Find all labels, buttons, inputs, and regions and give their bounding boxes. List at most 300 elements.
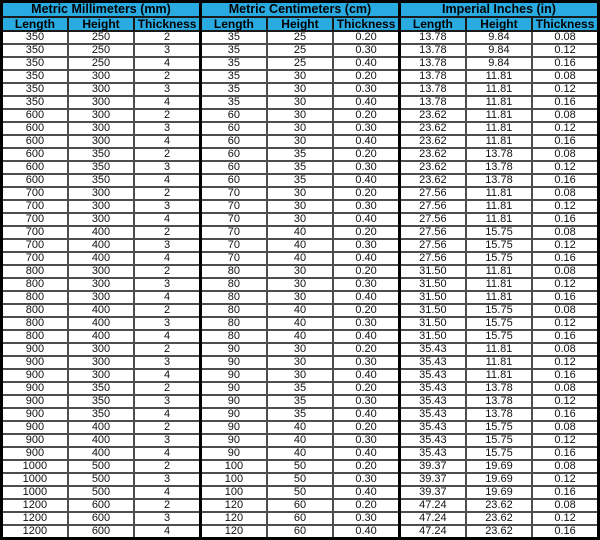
cell-in-thickness: 0.08 xyxy=(532,148,598,161)
table-row xyxy=(2,161,599,174)
cell-mm-thickness: 4 xyxy=(134,57,200,70)
cell-cm-height: 25 xyxy=(267,31,333,44)
cell-in-height: 11.81 xyxy=(466,187,532,200)
cell-mm-thickness: 2 xyxy=(134,226,200,239)
cell-in-thickness: 0.16 xyxy=(532,291,598,304)
cell-cm-height: 30 xyxy=(267,200,333,213)
table-row xyxy=(2,408,599,421)
col-header-in-height: Height xyxy=(466,17,532,31)
cell-in-thickness: 0.08 xyxy=(532,109,598,122)
cell-in-thickness: 0.08 xyxy=(532,70,598,83)
cell-in-thickness: 0.12 xyxy=(532,434,598,447)
cell-in-length: 31.50 xyxy=(399,330,465,343)
column-header-row xyxy=(2,17,599,31)
cell-mm-thickness: 3 xyxy=(134,317,200,330)
cell-mm-thickness: 4 xyxy=(134,213,200,226)
cell-in-length: 23.62 xyxy=(399,109,465,122)
cell-in-height: 13.78 xyxy=(466,174,532,187)
cell-in-height: 11.81 xyxy=(466,265,532,278)
cell-cm-length: 60 xyxy=(200,148,266,161)
cell-in-length: 23.62 xyxy=(399,122,465,135)
table-row xyxy=(2,460,599,473)
cell-in-thickness: 0.16 xyxy=(532,135,598,148)
cell-cm-length: 80 xyxy=(200,304,266,317)
cell-mm-height: 350 xyxy=(68,174,134,187)
cell-in-height: 11.81 xyxy=(466,278,532,291)
cell-mm-thickness: 3 xyxy=(134,512,200,525)
cell-mm-length: 600 xyxy=(2,109,68,122)
cell-mm-length: 800 xyxy=(2,304,68,317)
table-header xyxy=(2,2,599,31)
cell-in-thickness: 0.12 xyxy=(532,278,598,291)
cell-mm-thickness: 4 xyxy=(134,252,200,265)
table-row xyxy=(2,109,599,122)
cell-cm-length: 70 xyxy=(200,226,266,239)
cell-cm-thickness: 0.40 xyxy=(333,369,399,382)
cell-cm-length: 35 xyxy=(200,83,266,96)
cell-mm-height: 400 xyxy=(68,226,134,239)
cell-mm-height: 600 xyxy=(68,512,134,525)
cell-cm-length: 120 xyxy=(200,525,266,539)
cell-cm-length: 80 xyxy=(200,330,266,343)
cell-cm-length: 70 xyxy=(200,252,266,265)
cell-cm-thickness: 0.30 xyxy=(333,200,399,213)
cell-in-height: 13.78 xyxy=(466,148,532,161)
table-row xyxy=(2,174,599,187)
cell-in-length: 47.24 xyxy=(399,512,465,525)
cell-cm-thickness: 0.30 xyxy=(333,122,399,135)
cell-cm-length: 80 xyxy=(200,291,266,304)
cell-in-thickness: 0.08 xyxy=(532,304,598,317)
cell-mm-length: 900 xyxy=(2,434,68,447)
cell-mm-length: 700 xyxy=(2,239,68,252)
cell-mm-length: 600 xyxy=(2,135,68,148)
cell-mm-thickness: 2 xyxy=(134,499,200,512)
cell-in-thickness: 0.08 xyxy=(532,187,598,200)
cell-in-thickness: 0.16 xyxy=(532,96,598,109)
cell-mm-length: 900 xyxy=(2,395,68,408)
cell-in-length: 35.43 xyxy=(399,408,465,421)
cell-cm-thickness: 0.40 xyxy=(333,408,399,421)
cell-in-height: 19.69 xyxy=(466,460,532,473)
cell-in-height: 11.81 xyxy=(466,135,532,148)
cell-mm-height: 350 xyxy=(68,395,134,408)
section-header-mm: Metric Millimeters (mm) xyxy=(2,2,201,17)
cell-cm-thickness: 0.40 xyxy=(333,447,399,460)
table-row xyxy=(2,135,599,148)
cell-mm-length: 800 xyxy=(2,317,68,330)
cell-in-thickness: 0.12 xyxy=(532,200,598,213)
cell-in-length: 47.24 xyxy=(399,525,465,539)
cell-mm-height: 400 xyxy=(68,434,134,447)
cell-cm-thickness: 0.40 xyxy=(333,213,399,226)
cell-in-length: 39.37 xyxy=(399,460,465,473)
cell-cm-thickness: 0.30 xyxy=(333,434,399,447)
cell-cm-thickness: 0.20 xyxy=(333,187,399,200)
table-body xyxy=(2,31,599,539)
cell-in-length: 35.43 xyxy=(399,447,465,460)
cell-cm-thickness: 0.30 xyxy=(333,512,399,525)
table-row xyxy=(2,382,599,395)
cell-in-thickness: 0.12 xyxy=(532,83,598,96)
cell-mm-length: 900 xyxy=(2,447,68,460)
cell-cm-thickness: 0.30 xyxy=(333,83,399,96)
col-header-cm-length: Length xyxy=(200,17,266,31)
cell-in-thickness: 0.12 xyxy=(532,317,598,330)
table-row xyxy=(2,226,599,239)
cell-mm-length: 900 xyxy=(2,421,68,434)
cell-cm-thickness: 0.30 xyxy=(333,395,399,408)
cell-in-length: 35.43 xyxy=(399,434,465,447)
cell-in-length: 27.56 xyxy=(399,213,465,226)
table-row xyxy=(2,369,599,382)
cell-in-thickness: 0.16 xyxy=(532,213,598,226)
cell-cm-height: 40 xyxy=(267,434,333,447)
cell-cm-height: 40 xyxy=(267,226,333,239)
cell-mm-length: 350 xyxy=(2,96,68,109)
cell-in-thickness: 0.08 xyxy=(532,226,598,239)
cell-in-length: 27.56 xyxy=(399,187,465,200)
cell-mm-length: 700 xyxy=(2,213,68,226)
cell-cm-thickness: 0.40 xyxy=(333,525,399,539)
table-row xyxy=(2,44,599,57)
cell-cm-thickness: 0.30 xyxy=(333,278,399,291)
cell-in-height: 9.84 xyxy=(466,57,532,70)
cell-cm-length: 120 xyxy=(200,499,266,512)
section-header-in: Imperial Inches (in) xyxy=(399,2,598,17)
cell-in-length: 39.37 xyxy=(399,473,465,486)
cell-cm-thickness: 0.40 xyxy=(333,96,399,109)
cell-mm-length: 700 xyxy=(2,252,68,265)
cell-in-thickness: 0.12 xyxy=(532,161,598,174)
cell-mm-length: 1200 xyxy=(2,525,68,539)
table-row xyxy=(2,395,599,408)
cell-mm-length: 800 xyxy=(2,291,68,304)
cell-cm-height: 30 xyxy=(267,70,333,83)
cell-mm-height: 300 xyxy=(68,187,134,200)
cell-cm-height: 50 xyxy=(267,473,333,486)
table-row xyxy=(2,317,599,330)
cell-in-height: 23.62 xyxy=(466,499,532,512)
cell-cm-height: 50 xyxy=(267,460,333,473)
cell-in-thickness: 0.12 xyxy=(532,395,598,408)
cell-mm-thickness: 2 xyxy=(134,187,200,200)
cell-in-height: 15.75 xyxy=(466,239,532,252)
cell-mm-height: 300 xyxy=(68,356,134,369)
cell-cm-thickness: 0.20 xyxy=(333,31,399,44)
col-header-mm-height: Height xyxy=(68,17,134,31)
cell-in-height: 11.81 xyxy=(466,213,532,226)
cell-mm-thickness: 4 xyxy=(134,447,200,460)
cell-in-thickness: 0.16 xyxy=(532,330,598,343)
cell-in-length: 27.56 xyxy=(399,239,465,252)
cell-in-length: 31.50 xyxy=(399,278,465,291)
cell-in-height: 11.81 xyxy=(466,369,532,382)
cell-cm-height: 30 xyxy=(267,213,333,226)
cell-in-length: 35.43 xyxy=(399,382,465,395)
cell-cm-thickness: 0.40 xyxy=(333,252,399,265)
cell-cm-height: 40 xyxy=(267,317,333,330)
cell-mm-height: 400 xyxy=(68,317,134,330)
cell-mm-length: 900 xyxy=(2,408,68,421)
cell-cm-thickness: 0.20 xyxy=(333,343,399,356)
table-row xyxy=(2,525,599,539)
table-row xyxy=(2,70,599,83)
cell-cm-height: 35 xyxy=(267,408,333,421)
col-header-mm-length: Length xyxy=(2,17,68,31)
cell-in-thickness: 0.08 xyxy=(532,31,598,44)
cell-in-length: 13.78 xyxy=(399,44,465,57)
cell-mm-length: 350 xyxy=(2,31,68,44)
cell-cm-thickness: 0.30 xyxy=(333,473,399,486)
cell-in-length: 23.62 xyxy=(399,174,465,187)
cell-in-length: 31.50 xyxy=(399,265,465,278)
cell-cm-length: 60 xyxy=(200,161,266,174)
cell-mm-thickness: 2 xyxy=(134,343,200,356)
cell-cm-height: 30 xyxy=(267,343,333,356)
cell-cm-thickness: 0.20 xyxy=(333,382,399,395)
cell-cm-thickness: 0.20 xyxy=(333,109,399,122)
cell-mm-height: 400 xyxy=(68,252,134,265)
cell-mm-height: 400 xyxy=(68,447,134,460)
cell-cm-length: 120 xyxy=(200,512,266,525)
cell-cm-length: 35 xyxy=(200,44,266,57)
cell-cm-length: 90 xyxy=(200,369,266,382)
table-row xyxy=(2,122,599,135)
cell-in-height: 11.81 xyxy=(466,122,532,135)
cell-mm-thickness: 2 xyxy=(134,304,200,317)
cell-cm-height: 30 xyxy=(267,96,333,109)
cell-mm-thickness: 3 xyxy=(134,122,200,135)
cell-mm-length: 900 xyxy=(2,382,68,395)
cell-cm-thickness: 0.30 xyxy=(333,356,399,369)
cell-cm-height: 30 xyxy=(267,369,333,382)
cell-in-height: 11.81 xyxy=(466,356,532,369)
cell-in-height: 13.78 xyxy=(466,161,532,174)
cell-in-thickness: 0.12 xyxy=(532,512,598,525)
cell-cm-height: 30 xyxy=(267,356,333,369)
cell-mm-length: 700 xyxy=(2,226,68,239)
cell-mm-thickness: 2 xyxy=(134,265,200,278)
cell-mm-thickness: 4 xyxy=(134,525,200,539)
cell-in-height: 9.84 xyxy=(466,44,532,57)
cell-mm-height: 400 xyxy=(68,304,134,317)
cell-in-length: 35.43 xyxy=(399,343,465,356)
cell-cm-height: 40 xyxy=(267,304,333,317)
cell-mm-height: 300 xyxy=(68,135,134,148)
cell-cm-thickness: 0.30 xyxy=(333,239,399,252)
cell-in-thickness: 0.08 xyxy=(532,382,598,395)
table-row xyxy=(2,148,599,161)
cell-mm-height: 400 xyxy=(68,239,134,252)
cell-mm-length: 800 xyxy=(2,265,68,278)
col-header-cm-height: Height xyxy=(267,17,333,31)
cell-mm-length: 600 xyxy=(2,174,68,187)
cell-cm-height: 25 xyxy=(267,57,333,70)
cell-in-length: 31.50 xyxy=(399,291,465,304)
cell-in-height: 15.75 xyxy=(466,330,532,343)
col-header-in-length: Length xyxy=(399,17,465,31)
cell-cm-height: 40 xyxy=(267,330,333,343)
cell-in-height: 19.69 xyxy=(466,473,532,486)
cell-mm-thickness: 2 xyxy=(134,382,200,395)
cell-cm-length: 60 xyxy=(200,174,266,187)
cell-cm-height: 35 xyxy=(267,382,333,395)
cell-in-thickness: 0.16 xyxy=(532,447,598,460)
cell-cm-length: 90 xyxy=(200,395,266,408)
cell-mm-height: 300 xyxy=(68,265,134,278)
cell-cm-length: 70 xyxy=(200,213,266,226)
cell-mm-height: 400 xyxy=(68,421,134,434)
cell-in-length: 27.56 xyxy=(399,226,465,239)
cell-mm-thickness: 2 xyxy=(134,148,200,161)
cell-cm-thickness: 0.20 xyxy=(333,499,399,512)
cell-cm-thickness: 0.20 xyxy=(333,226,399,239)
cell-cm-length: 60 xyxy=(200,135,266,148)
cell-in-height: 15.75 xyxy=(466,447,532,460)
cell-cm-length: 70 xyxy=(200,239,266,252)
table-row xyxy=(2,512,599,525)
cell-cm-length: 35 xyxy=(200,31,266,44)
cell-in-height: 15.75 xyxy=(466,252,532,265)
cell-cm-thickness: 0.40 xyxy=(333,135,399,148)
cell-cm-height: 60 xyxy=(267,512,333,525)
cell-mm-length: 600 xyxy=(2,148,68,161)
cell-in-length: 31.50 xyxy=(399,317,465,330)
table-row xyxy=(2,239,599,252)
cell-in-length: 13.78 xyxy=(399,70,465,83)
cell-cm-height: 35 xyxy=(267,161,333,174)
cell-in-height: 11.81 xyxy=(466,96,532,109)
cell-mm-height: 250 xyxy=(68,44,134,57)
cell-mm-length: 900 xyxy=(2,369,68,382)
cell-mm-thickness: 2 xyxy=(134,109,200,122)
cell-in-length: 13.78 xyxy=(399,83,465,96)
cell-mm-height: 500 xyxy=(68,486,134,499)
table-row xyxy=(2,83,599,96)
cell-in-thickness: 0.16 xyxy=(532,252,598,265)
cell-in-length: 35.43 xyxy=(399,356,465,369)
table-row xyxy=(2,304,599,317)
cell-in-length: 13.78 xyxy=(399,96,465,109)
cell-in-length: 23.62 xyxy=(399,148,465,161)
cell-in-height: 19.69 xyxy=(466,486,532,499)
cell-cm-length: 70 xyxy=(200,187,266,200)
cell-in-height: 11.81 xyxy=(466,109,532,122)
cell-in-height: 11.81 xyxy=(466,291,532,304)
table-row xyxy=(2,486,599,499)
table-row xyxy=(2,265,599,278)
cell-mm-length: 350 xyxy=(2,83,68,96)
cell-in-height: 13.78 xyxy=(466,408,532,421)
cell-in-height: 23.62 xyxy=(466,512,532,525)
cell-mm-thickness: 3 xyxy=(134,200,200,213)
cell-in-thickness: 0.16 xyxy=(532,369,598,382)
cell-mm-length: 1200 xyxy=(2,512,68,525)
cell-cm-length: 70 xyxy=(200,200,266,213)
cell-in-height: 11.81 xyxy=(466,343,532,356)
table-row xyxy=(2,343,599,356)
cell-mm-length: 1000 xyxy=(2,460,68,473)
cell-mm-thickness: 4 xyxy=(134,135,200,148)
cell-cm-thickness: 0.40 xyxy=(333,330,399,343)
cell-in-thickness: 0.12 xyxy=(532,356,598,369)
cell-cm-height: 30 xyxy=(267,83,333,96)
cell-in-thickness: 0.08 xyxy=(532,265,598,278)
cell-mm-height: 350 xyxy=(68,382,134,395)
cell-in-height: 11.81 xyxy=(466,200,532,213)
cell-cm-height: 30 xyxy=(267,122,333,135)
cell-in-thickness: 0.16 xyxy=(532,408,598,421)
cell-in-thickness: 0.08 xyxy=(532,343,598,356)
cell-cm-thickness: 0.40 xyxy=(333,486,399,499)
cell-cm-length: 90 xyxy=(200,382,266,395)
cell-in-thickness: 0.12 xyxy=(532,122,598,135)
cell-cm-height: 30 xyxy=(267,291,333,304)
cell-cm-length: 80 xyxy=(200,265,266,278)
cell-mm-thickness: 3 xyxy=(134,473,200,486)
cell-in-length: 27.56 xyxy=(399,252,465,265)
cell-cm-height: 60 xyxy=(267,525,333,539)
section-header-cm: Metric Centimeters (cm) xyxy=(200,2,399,17)
cell-cm-height: 30 xyxy=(267,187,333,200)
cell-cm-length: 60 xyxy=(200,109,266,122)
cell-cm-height: 30 xyxy=(267,278,333,291)
cell-cm-length: 35 xyxy=(200,57,266,70)
cell-cm-length: 100 xyxy=(200,486,266,499)
table-row xyxy=(2,499,599,512)
cell-mm-height: 300 xyxy=(68,83,134,96)
table-row xyxy=(2,278,599,291)
cell-mm-height: 300 xyxy=(68,369,134,382)
cell-mm-thickness: 2 xyxy=(134,421,200,434)
cell-mm-height: 300 xyxy=(68,109,134,122)
cell-in-thickness: 0.12 xyxy=(532,473,598,486)
cell-cm-thickness: 0.40 xyxy=(333,174,399,187)
cell-in-height: 13.78 xyxy=(466,382,532,395)
cell-cm-thickness: 0.20 xyxy=(333,421,399,434)
table-row xyxy=(2,356,599,369)
cell-mm-thickness: 3 xyxy=(134,83,200,96)
cell-mm-height: 500 xyxy=(68,460,134,473)
cell-in-thickness: 0.16 xyxy=(532,525,598,539)
cell-mm-height: 300 xyxy=(68,278,134,291)
cell-mm-thickness: 3 xyxy=(134,161,200,174)
cell-cm-length: 35 xyxy=(200,96,266,109)
table-row xyxy=(2,213,599,226)
cell-mm-length: 350 xyxy=(2,57,68,70)
cell-cm-height: 40 xyxy=(267,447,333,460)
cell-cm-length: 100 xyxy=(200,460,266,473)
cell-cm-height: 40 xyxy=(267,421,333,434)
cell-cm-thickness: 0.40 xyxy=(333,291,399,304)
cell-cm-thickness: 0.20 xyxy=(333,265,399,278)
table-row xyxy=(2,330,599,343)
section-header-row xyxy=(2,2,599,17)
cell-cm-length: 90 xyxy=(200,343,266,356)
cell-mm-height: 600 xyxy=(68,499,134,512)
cell-in-thickness: 0.12 xyxy=(532,44,598,57)
table-row xyxy=(2,252,599,265)
col-header-in-thickness: Thickness xyxy=(532,17,598,31)
cell-mm-height: 600 xyxy=(68,525,134,539)
cell-cm-height: 30 xyxy=(267,135,333,148)
cell-cm-length: 35 xyxy=(200,70,266,83)
cell-in-height: 13.78 xyxy=(466,395,532,408)
cell-cm-height: 40 xyxy=(267,252,333,265)
cell-cm-height: 30 xyxy=(267,265,333,278)
cell-mm-thickness: 4 xyxy=(134,174,200,187)
